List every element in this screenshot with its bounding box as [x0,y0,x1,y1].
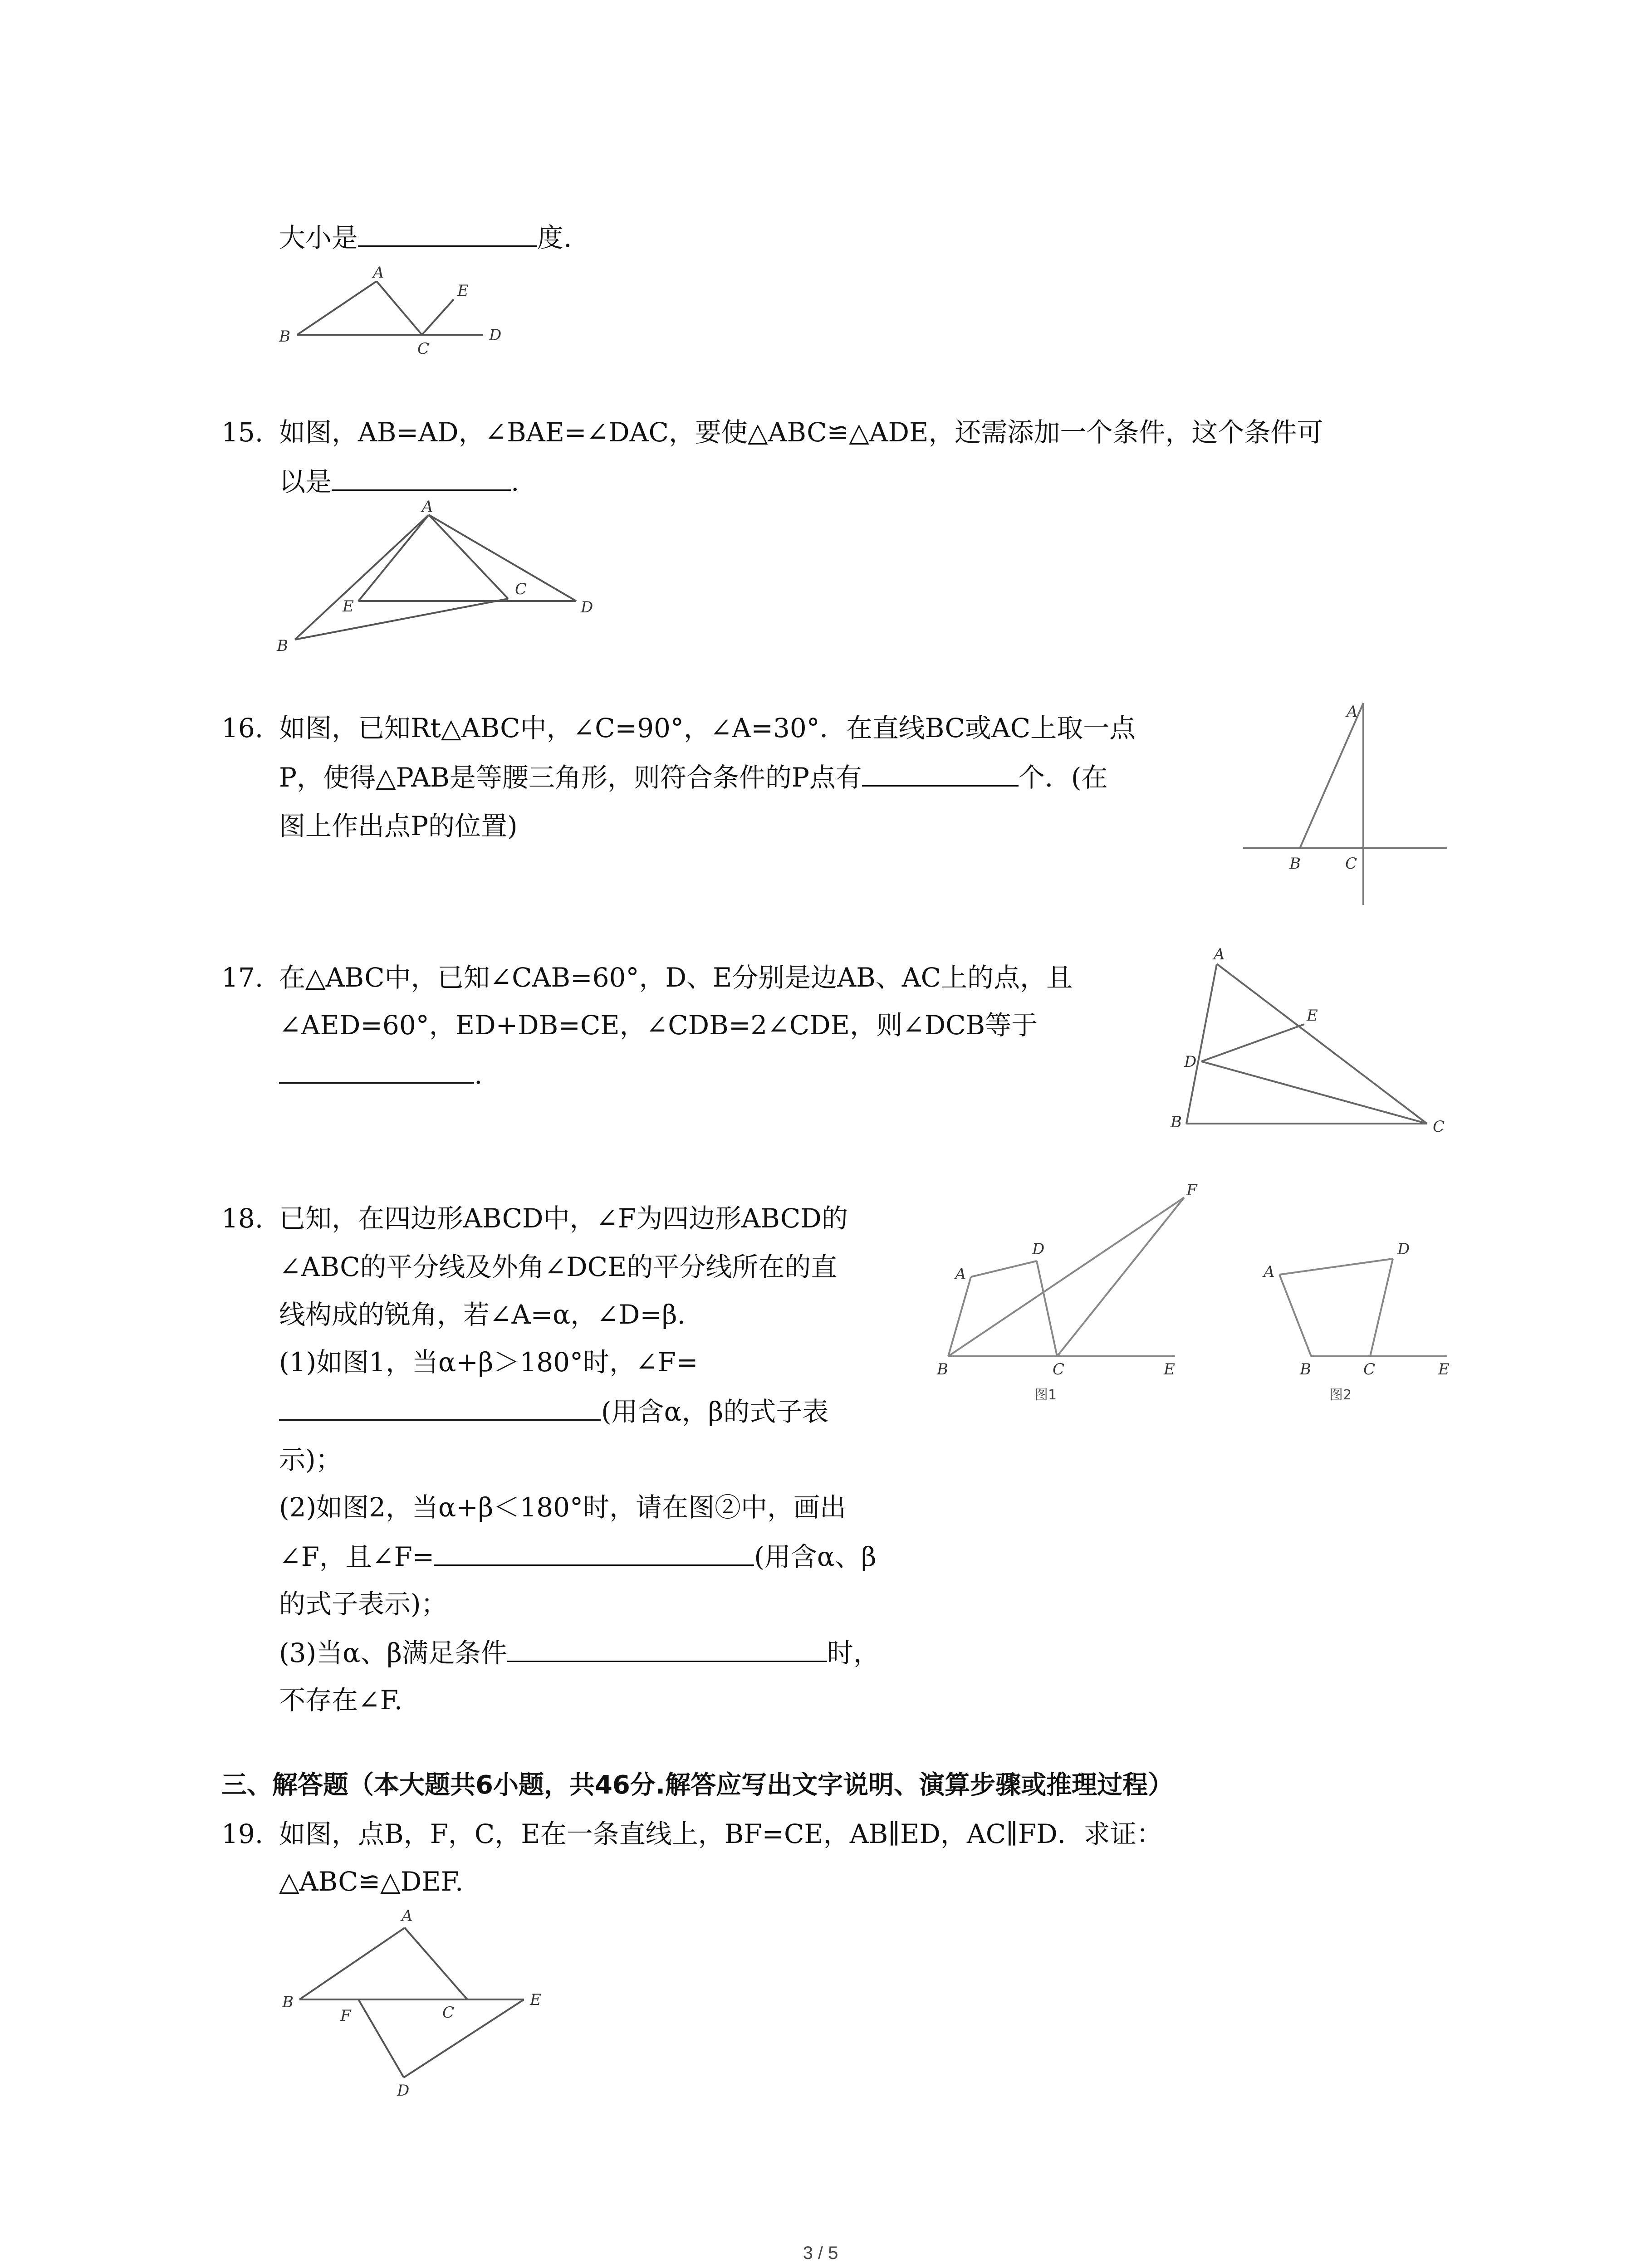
q18-number: 18. [221,1203,264,1234]
q18-line3 [279,1297,686,1332]
q15-text1: 如图，AB=AD，∠BAE=∠DAC，要使△ABC≌△ADE，还需添加一个条件，这个条件可 [279,417,1323,448]
q18-text7: (2)如图2，当α+β＜180°时，请在图②中，画出 [279,1492,847,1523]
q18-line5 [279,1394,828,1429]
q17-line2 [279,1008,1038,1042]
q17-line1 [221,960,1073,995]
q19-text1: 如图，点B，F，C，E在一条直线上，BF=CE，AB∥ED，AC∥FD．求证： [279,1818,1163,1849]
q15-text2: 以是 [279,466,332,497]
fig15-label-a: A [422,498,433,516]
q16-line2 [279,760,1108,795]
q15-answer-blank[interactable] [332,464,511,491]
fig18b-caption: 图2 [1329,1387,1352,1403]
q18-line2 [279,1250,837,1284]
q18-text4: (1)如图1，当α+β＞180°时，∠F= [279,1347,698,1378]
fig17-label-b: B [1171,1113,1182,1131]
q18-line4 [279,1345,698,1379]
fig15-label-d: D [581,598,593,616]
figure-q15 [268,498,612,658]
fig19-label-e: E [530,1991,541,2009]
q14-line [279,220,572,255]
q18-line11 [279,1683,402,1717]
q18-text6: 示)； [279,1444,342,1475]
q15-number: 15. [221,417,264,448]
figure-q19 [272,1901,563,2118]
q18-line6 [279,1442,342,1477]
q16-text2: P，使得△PAB是等腰三角形，则符合条件的P点有 [279,762,862,793]
q18-line7 [279,1490,846,1525]
fig16-label-c: C [1345,855,1357,873]
fig16-label-b: B [1289,855,1301,873]
fig14-label-b: B [279,327,290,346]
q18-text9: 的式子表示)； [279,1589,447,1619]
q19-line1 [221,1817,1163,1851]
fig18a-label-b: B [937,1360,948,1378]
q18-line8 [279,1539,877,1574]
q15-line1 [221,415,1323,450]
fig19-label-a: A [402,1907,413,1925]
figure-q17 [1166,945,1456,1139]
fig18a-label-d: D [1032,1240,1045,1258]
q18-line1 [221,1201,848,1236]
q17-text1: 在△ABC中，已知∠CAB=60°，D、E分别是边AB、AC上的点，且 [279,962,1073,993]
fig19-label-d: D [397,2082,410,2100]
q18-line9 [279,1587,447,1621]
fig17-label-e: E [1307,1007,1318,1025]
q18-text10-end: 时， [827,1637,880,1668]
q18-text8-end: (用含α、β [754,1541,877,1572]
figure-q14 [272,259,508,358]
q15-text2-end: . [511,466,519,497]
fig14-label-a: A [373,264,384,282]
q16-number: 16. [221,713,264,743]
q19-number: 19. [221,1818,264,1849]
q17-text2: ∠AED=60°，ED+DB=CE，∠CDB=2∠CDE，则∠DCB等于 [279,1010,1038,1041]
fig17-label-c: C [1433,1118,1445,1136]
q17-text3-end: . [474,1059,483,1090]
q19-line2 [279,1864,463,1899]
fig18b-label-c: C [1363,1360,1376,1378]
fig18b-label-b: B [1300,1360,1311,1378]
q18-part2-answer-blank[interactable] [434,1539,754,1566]
fig15-label-e: E [343,597,354,616]
fig14-label-e: E [457,282,469,300]
q16-text2-end: 个．(在 [1018,762,1108,793]
fig18b-label-d: D [1397,1240,1410,1258]
fig18b-label-a: A [1264,1263,1275,1281]
fig19-label-f: F [340,2007,351,2025]
fig18a-label-f: F [1186,1181,1197,1199]
q17-number: 17. [221,962,264,993]
q14-answer-blank[interactable] [358,220,537,247]
fig19-label-b: B [282,1993,294,2011]
fig17-label-d: D [1184,1053,1197,1071]
q18-text10-start: (3)当α、β满足条件 [279,1637,507,1668]
q18-part3-answer-blank[interactable] [507,1635,827,1662]
fig16-label-a: A [1347,703,1358,721]
fig15-label-b: B [277,637,288,655]
fig18a-label-a: A [955,1265,966,1283]
figure-q18-1 [921,1179,1202,1415]
q17-answer-blank[interactable] [279,1057,474,1084]
fig17-label-a: A [1214,945,1225,963]
q16-text1: 如图，已知Rt△ABC中，∠C=90°，∠A=30°．在直线BC或AC上取一点 [279,713,1136,743]
q16-line1 [221,711,1136,745]
fig19-label-c: C [442,2004,455,2022]
q18-text11: 不存在∠F. [279,1685,403,1716]
fig14-label-c: C [417,340,430,358]
page-number: 3 / 5 [803,2243,838,2263]
q14-suffix: 度. [537,222,572,253]
q15-line2 [279,464,519,499]
q19-text2: △ABC≌△DEF. [279,1866,464,1897]
q14-prefix: 大小是 [279,222,358,253]
q18-text8-start: ∠F，且∠F= [279,1541,435,1572]
figure-q18-2 [1252,1225,1452,1415]
q16-line3 [279,809,518,843]
q18-text2: ∠ABC的平分线及外角∠DCE的平分线所在的直 [279,1251,838,1282]
fig18b-label-e: E [1438,1360,1450,1378]
fig18a-caption: 图1 [1034,1387,1057,1403]
q18-text3: 线构成的锐角，若∠A=α，∠D=β. [279,1299,686,1330]
q16-text3: 图上作出点P的位置) [279,811,518,841]
q18-line10 [279,1635,880,1670]
q18-text5-end: (用含α，β的式子表 [601,1396,829,1427]
figure-q16 [1239,694,1452,912]
fig14-label-d: D [489,326,502,344]
q18-part1-answer-blank[interactable] [279,1394,601,1421]
q16-answer-blank[interactable] [862,760,1019,787]
q17-line3 [279,1057,482,1092]
section3-title: 三、解答题（本大题共6小题，共46分.解答应写出文字说明、演算步骤或推理过程） [221,1770,1174,1800]
fig15-label-c: C [515,580,527,598]
q18-text1: 已知，在四边形ABCD中，∠F为四边形ABCD的 [279,1203,848,1234]
fig18a-label-e: E [1164,1360,1175,1378]
fig18a-label-c: C [1053,1360,1065,1378]
